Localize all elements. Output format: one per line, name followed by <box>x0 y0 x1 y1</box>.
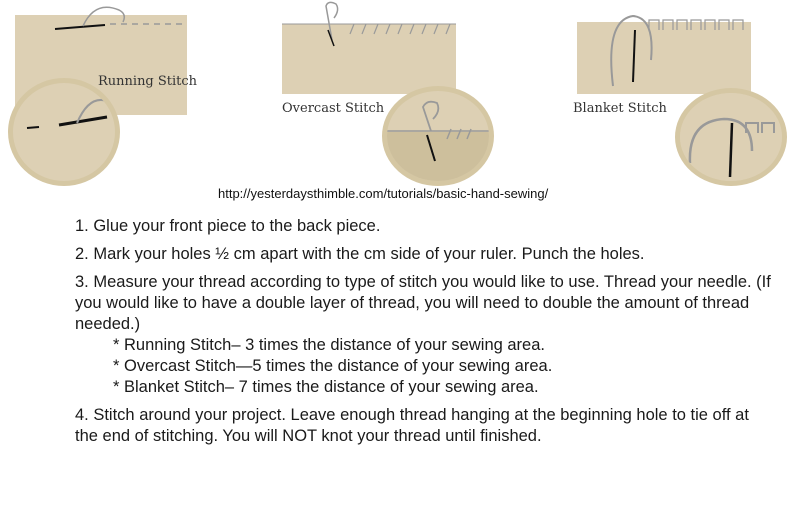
step-1: 1. Glue your front piece to the back piece. <box>75 217 381 235</box>
overcast-stitch-illustration <box>270 0 470 185</box>
step-2: 2. Mark your holes ½ cm apart with the cm side of your ruler. Punch the holes. <box>75 245 645 263</box>
step-3: 3. Measure your thread according to type of stitch you would like to use. Thread your needle. (If you would like to have a double layer of thread, you will need to double the amount of thread needed.) <box>75 273 771 333</box>
running-stitch-magnifier <box>8 78 120 186</box>
overcast-stitch-magnifier <box>382 86 494 186</box>
blanket-stitch-label: Blanket Stitch <box>573 101 667 116</box>
thread-amount-blanket: * Blanket Stitch– 7 times the distance of your sewing area. <box>113 378 539 396</box>
running-stitch-illustration <box>0 0 200 180</box>
overcast-stitch-label: Overcast Stitch <box>282 101 385 116</box>
running-stitch-drawing <box>15 0 187 60</box>
blanket-stitch-illustration <box>565 0 800 185</box>
blanket-stitch-drawing <box>577 0 751 94</box>
running-stitch-label: Running Stitch <box>98 74 198 89</box>
source-url: http://yesterdaysthimble.com/tutorials/basic-hand-sewing/ <box>218 186 549 201</box>
thread-amount-overcast: * Overcast Stitch—5 times the distance of your sewing area. <box>113 357 553 375</box>
overcast-stitch-drawing <box>282 0 456 60</box>
instructions <box>75 216 775 454</box>
thread-amounts-list <box>75 335 775 398</box>
blanket-stitch-magnifier <box>675 88 787 186</box>
step-4: 4. Stitch around your project. Leave enough thread hanging at the beginning hole to tie off at the end of stitching. You will NOT knot your thread until finished. <box>75 406 749 445</box>
thread-amount-running: * Running Stitch– 3 times the distance of your sewing area. <box>113 336 545 354</box>
